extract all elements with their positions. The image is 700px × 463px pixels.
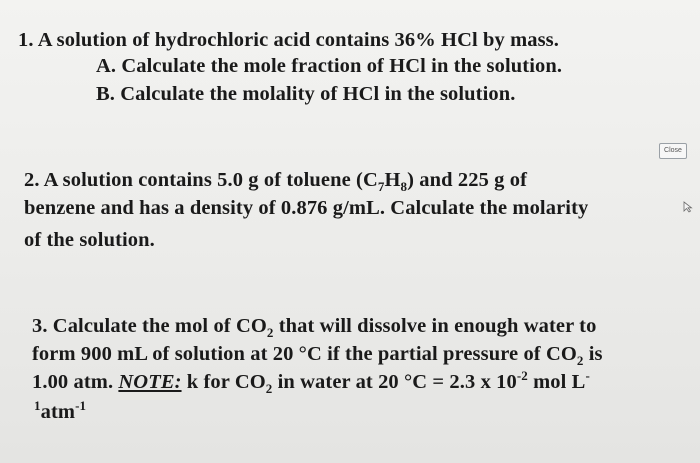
question-3-line-3 <box>32 368 590 397</box>
q2-text: ) and 225 g of <box>407 169 527 191</box>
q3-text: k for CO <box>181 371 266 393</box>
q3-text: in water at 20 °C = 2.3 x 10 <box>272 371 517 393</box>
close-button[interactable]: Close <box>659 143 687 159</box>
q2-subscript: 8 <box>400 179 408 195</box>
q2-text: H <box>384 169 401 191</box>
question-1-number: 1. <box>18 29 34 51</box>
q3-text: is <box>583 343 603 365</box>
q3-superscript: -1 <box>75 398 87 414</box>
question-1 <box>18 28 559 52</box>
q3-text: that will dissolve in enough water to <box>273 315 597 337</box>
q3-subscript: 2 <box>576 353 584 369</box>
q2-subscript: 7 <box>377 179 385 195</box>
q3-subscript: 2 <box>266 325 274 341</box>
question-1-text: A solution of hydrochloric acid contains 36% HCl by mass. <box>37 29 559 51</box>
q3-superscript: - <box>585 368 590 384</box>
q3-text: form 900 mL of solution at 20 °C if the partial pressure of CO <box>32 343 577 365</box>
question-2-line-2: benzene and has a density of 0.876 g/mL. Calculate the molarity <box>24 197 589 219</box>
question-1-part-a <box>96 54 562 78</box>
q3-text: 1.00 atm. <box>32 371 119 393</box>
question-2-line-3: of the solution. <box>24 229 155 251</box>
question-2-line-1 <box>24 168 527 195</box>
question-3-line-4 <box>34 400 86 424</box>
q3-superscript: -2 <box>516 368 528 384</box>
note-label: NOTE: <box>118 371 182 393</box>
part-b-text: Calculate the molality of HCl in the solution. <box>120 83 516 105</box>
q3-superscript: 1 <box>34 398 41 414</box>
question-3-line-1 <box>32 314 597 341</box>
q3-text: atm <box>40 401 76 423</box>
part-a-text: Calculate the mole fraction of HCl in the solution. <box>121 55 563 77</box>
q2-text: 2. A solution contains 5.0 g of toluene (C <box>24 169 378 191</box>
question-3-line-2 <box>32 342 603 369</box>
part-b-letter: B. <box>96 83 115 105</box>
q3-text: 3. Calculate the mol of CO <box>32 315 267 337</box>
part-a-letter: A. <box>96 55 117 77</box>
question-1-part-b <box>96 82 515 106</box>
q3-subscript: 2 <box>265 381 273 397</box>
mouse-cursor-icon <box>683 201 693 213</box>
q3-text: mol L <box>527 371 586 393</box>
